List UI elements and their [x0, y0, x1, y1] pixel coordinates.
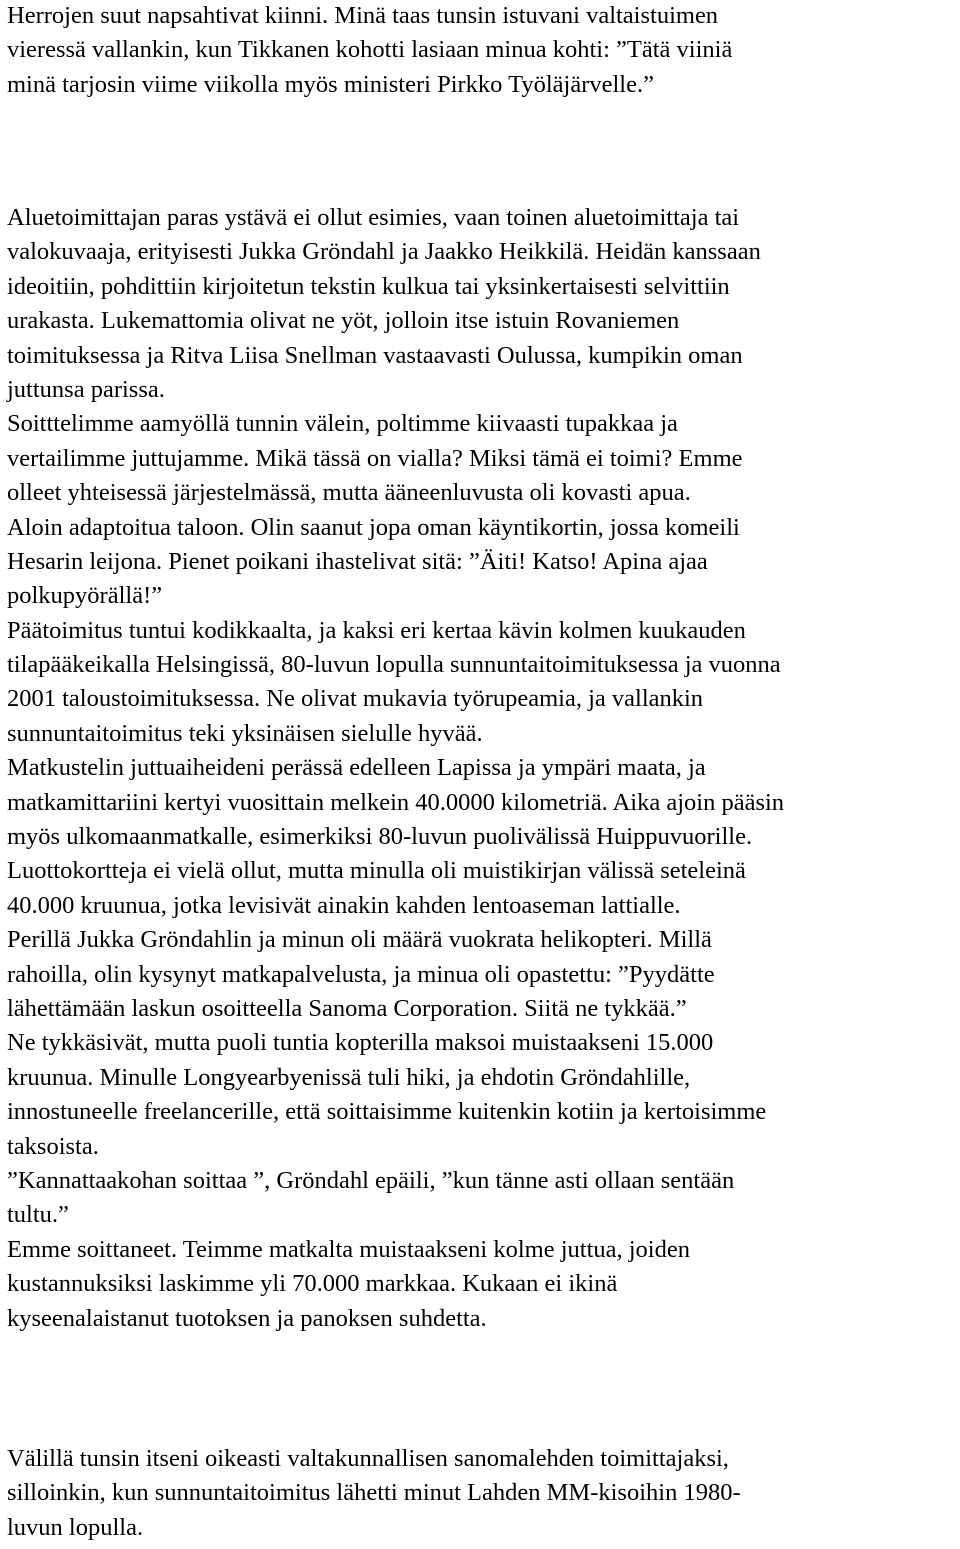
text-line: tultu.” [7, 1201, 69, 1229]
text-line: kyseenalaistanut tuotoksen ja panoksen suhdetta. [7, 1304, 487, 1332]
text-line: sunnuntaitoimitus teki yksinäisen sielulle hyvää. [7, 719, 483, 747]
text-line: kustannuksiksi laskimme yli 70.000 markkaa. Kukaan ei ikinä [7, 1270, 618, 1298]
text-line: 2001 taloustoimituksessa. Ne olivat mukavia työrupeamia, ja vallankin [7, 685, 704, 713]
text-line: matkamittariini kertyi vuosittain melkein 40.0000 kilometriä. Aika ajoin pääsin [7, 788, 785, 816]
paragraph-intro [7, 0, 732, 102]
text-line: olleet yhteisessä järjestelmässä, mutta ääneenluvusta oli kovasti apua. [7, 479, 691, 507]
text-line: valokuvaaja, erityisesti Jukka Gröndahl ja Jaakko Heikkilä. Heidän kanssaan [7, 238, 761, 266]
text-line: innostuneelle freelancerille, että soittaisimme kuitenkin kotiin ja kertoisimme [7, 1098, 767, 1126]
text-line: 40.000 kruunua, jotka levisivät ainakin kahden lentoaseman lattialle. [7, 891, 681, 919]
text-line: Hesarin leijona. Pienet poikani ihastelivat sitä: ”Äiti! Katso! Apina ajaa [7, 547, 708, 575]
text-line: vertailimme juttujamme. Mikä tässä on vialla? Miksi tämä ei toimi? Emme [7, 444, 743, 472]
text-line: Päätoimitus tuntui kodikkaalta, ja kaksi eri kertaa kävin kolmen kuukauden [7, 616, 746, 644]
text-line: Herrojen suut napsahtivat kiinni. Minä taas tunsin istuvani valtaistuimen [7, 2, 719, 29]
text-line: Aloin adaptoitua taloon. Olin saanut jopa oman käyntikortin, jossa komeili [7, 513, 740, 541]
text-line: vieressä vallankin, kun Tikkanen kohotti lasiaan minua kohti: ”Tätä viiniä [7, 36, 733, 64]
text-line: Soitttelimme aamyöllä tunnin välein, poltimme kiivaasti tupakkaa ja [7, 410, 678, 438]
text-line: minä tarjosin viime viikolla myös ministeri Pirkko Työläjärvelle.” [7, 70, 654, 98]
text-line: tilapääkeikalla Helsingissä, 80-luvun lopulla sunnuntaitoimituksessa ja vuonna [7, 651, 781, 679]
text-line: Ne tykkäsivät, mutta puoli tuntia kopterilla maksoi muistaakseni 15.000 [7, 1029, 714, 1057]
text-line: urakasta. Lukemattomia olivat ne yöt, jolloin itse istuin Rovaniemen [7, 307, 680, 335]
text-line: ”Kannattaakohan soittaa ”, Gröndahl epäili, ”kun tänne asti ollaan sentään [7, 1166, 735, 1194]
paragraph-body [7, 201, 784, 1336]
text-line: Emme soittaneet. Teimme matkalta muistaakseni kolme juttua, joiden [7, 1235, 690, 1263]
text-line: silloinkin, kun sunnuntaitoimitus lähetti minut Lahden MM-kisoihin 1980- [7, 1479, 741, 1507]
text-line: taksoista. [7, 1132, 99, 1160]
text-line: luvun lopulla. [7, 1513, 144, 1541]
text-line: Luottokortteja ei vielä ollut, mutta minulla oli muistikirjan välissä seteleinä [7, 857, 746, 885]
text-line: Välillä tunsin itseni oikeasti valtakunnallisen sanomalehden toimittajaksi, [7, 1445, 729, 1472]
text-line: toimituksessa ja Ritva Liisa Snellman vastaavasti Oulussa, kumpikin oman [7, 341, 743, 369]
text-line: polkupyörällä!” [7, 582, 163, 610]
text-line: juttunsa parissa. [7, 375, 165, 403]
text-line: lähettämään laskun osoitteella Sanoma Corporation. Siitä ne tykkää.” [7, 994, 687, 1022]
text-line: Aluetoimittajan paras ystävä ei ollut esimies, vaan toinen aluetoimittaja tai [7, 204, 740, 231]
text-line: kruunua. Minulle Longyearbyenissä tuli hiki, ja ehdotin Gröndahlille, [7, 1063, 691, 1091]
paragraph-closing [7, 1442, 741, 1545]
text-line: ideoitiin, pohdittiin kirjoitetun tekstin kulkua tai yksinkertaisesti selvittiin [7, 272, 730, 300]
text-line: Perillä Jukka Gröndahlin ja minun oli määrä vuokrata helikopteri. Millä [7, 926, 712, 954]
text-line: myös ulkomaanmatkalle, esimerkiksi 80-luvun puolivälissä Huippuvuorille. [7, 823, 753, 851]
text-line: rahoilla, olin kysynyt matkapalvelusta, ja minua oli opastettu: ”Pyydätte [7, 960, 715, 988]
text-line: Matkustelin juttuaiheideni perässä edelleen Lapissa ja ympäri maata, ja [7, 754, 706, 782]
